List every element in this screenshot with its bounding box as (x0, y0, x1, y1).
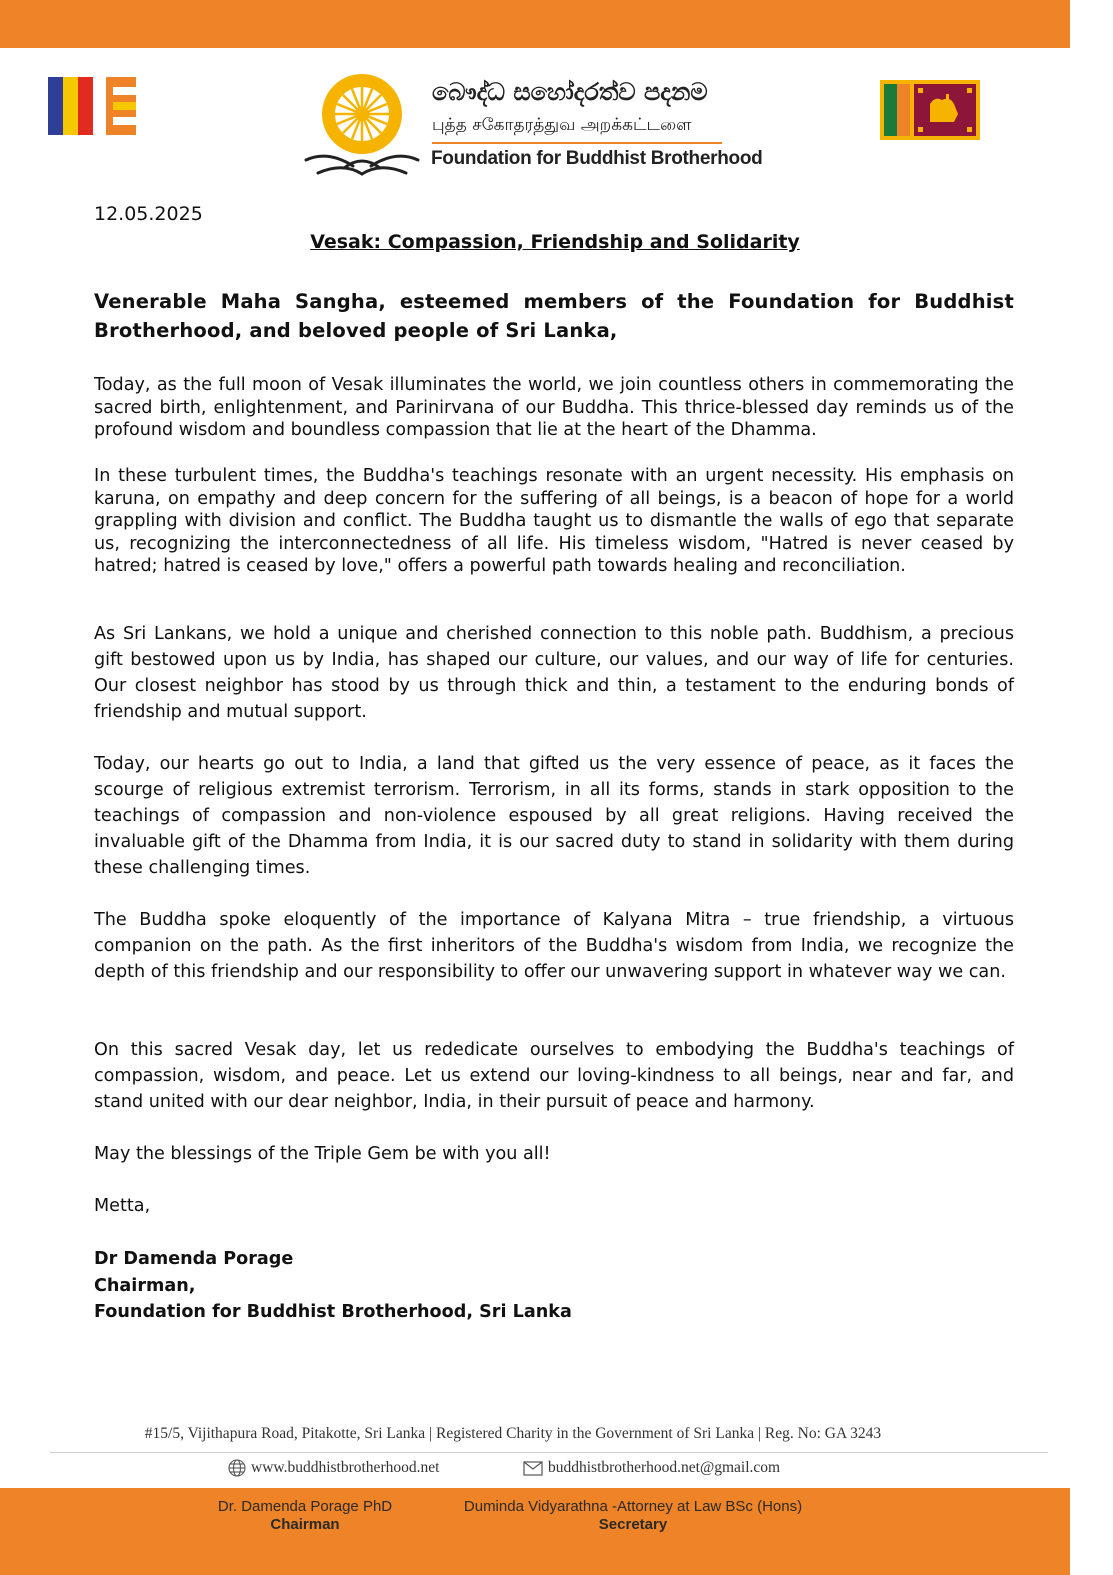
website-link[interactable]: www.buddhistbrotherhood.net (251, 1459, 440, 1476)
paragraph-3: As Sri Lankans, we hold a unique and cherished connection to this noble path. Buddhism, a precious gift bestowed upon us by India, has shaped our culture, our values, and our way of life for centuries. Our closest neighbor has stood by us through thick and thin, a testament to the enduring bonds of friendship and mutual support. (94, 624, 1014, 722)
logo-english-name: Foundation for Buddhist Brotherhood (431, 148, 763, 169)
chairman-credit (190, 1498, 420, 1534)
secretary-credit (448, 1498, 818, 1534)
footer-website[interactable] (228, 1459, 439, 1477)
letter-date: 12.05.2025 (94, 203, 203, 225)
chairman-title: Chairman (270, 1516, 340, 1533)
paragraph-5: The Buddha spoke eloquently of the importance of Kalyana Mitra – true friendship, a virtuous companion on the path. As the first inheritors of the Buddha's wisdom from India, we recognize the depth of this friendship and our responsibility to offer our unwavering support in whatever way we can. (94, 910, 1014, 982)
sri-lanka-flag-icon (880, 80, 980, 140)
secretary-name: Duminda Vidyarathna -Attorney at Law BSc (Hons) (463, 1498, 803, 1515)
dharma-wheel-logo-icon (298, 70, 426, 182)
envelope-icon (523, 1461, 543, 1476)
paragraph-4: Today, our hearts go out to India, a land that gifted us the very essence of peace, as it faces the scourge of religious extremist terrorism. Terrorism, in all its forms, stands in stark opposition to the teachings of compassion and non-violence espoused by all great religions. Having received the invaluable gift of the Dhamma from India, it is our sacred duty to stand in solidarity with them during these challenging times. (94, 754, 1014, 878)
logo-tamil-name: புத்த சகோதரத்துவ அறக்கட்டளை (432, 115, 692, 135)
signatory-name: Dr Damenda Porage (94, 1249, 294, 1269)
footer-email[interactable] (523, 1459, 780, 1477)
chairman-name: Dr. Damenda Porage PhD (217, 1498, 393, 1515)
footer-address: #15/5, Vijithapura Road, Pitakotte, Sri Lanka | Registered Charity in the Government of Sri Lanka | Reg. No: GA 3243 (144, 1425, 882, 1442)
buddhist-flag-icon (48, 77, 136, 135)
top-orange-bar (0, 0, 1070, 48)
signatory-role: Chairman, (94, 1275, 196, 1296)
logo-divider (432, 142, 722, 144)
paragraph-6: On this sacred Vesak day, let us rededicate ourselves to embodying the Buddha's teachings of compassion, wisdom, and peace. Let us extend our loving-kindness to all beings, near and far, and stand united with our dear neighbor, India, in their pursuit of peace and harmony. (94, 1040, 1014, 1112)
footer-divider (50, 1452, 1048, 1453)
signature-block (94, 1246, 572, 1326)
paragraph-1: Today, as the full moon of Vesak illuminates the world, we join countless others in commemorating the sacred birth, enlightenment, and Parinirvana of our Buddha. This thrice-blessed day reminds us of the profound wisdom and boundless compassion that lie at the heart of the Dhamma. (94, 375, 1014, 440)
closing-line: Metta, (94, 1196, 151, 1216)
secretary-title: Secretary (598, 1516, 668, 1533)
letter-salutation: Venerable Maha Sangha, esteemed members of the Foundation for Buddhist Brotherhood, and beloved people of Sri Lanka, (94, 290, 1014, 342)
blessing-line: May the blessings of the Triple Gem be with you all! (94, 1144, 551, 1164)
letter-title: Vesak: Compassion, Friendship and Solidarity (310, 231, 800, 253)
email-link[interactable]: buddhistbrotherhood.net@gmail.com (548, 1459, 781, 1476)
paragraph-2: In these turbulent times, the Buddha's teachings resonate with an urgent necessity. His emphasis on karuna, on empathy and deep concern for the suffering of all beings, is a beacon of hope for a world grappling with division and conflict. The Buddha taught us to dismantle the walls of ego that separate us, recognizing the interconnectedness of all life. His timeless wisdom, "Hatred is never ceased by hatred; hatred is ceased by love," offers a powerful path towards healing and reconciliation. (94, 466, 1014, 576)
signatory-organization: Foundation for Buddhist Brotherhood, Sri Lanka (94, 1302, 572, 1322)
logo-sinhala-name: බෞද්ධ සහෝදරත්ව පදනම (432, 78, 708, 106)
globe-icon (228, 1459, 246, 1477)
